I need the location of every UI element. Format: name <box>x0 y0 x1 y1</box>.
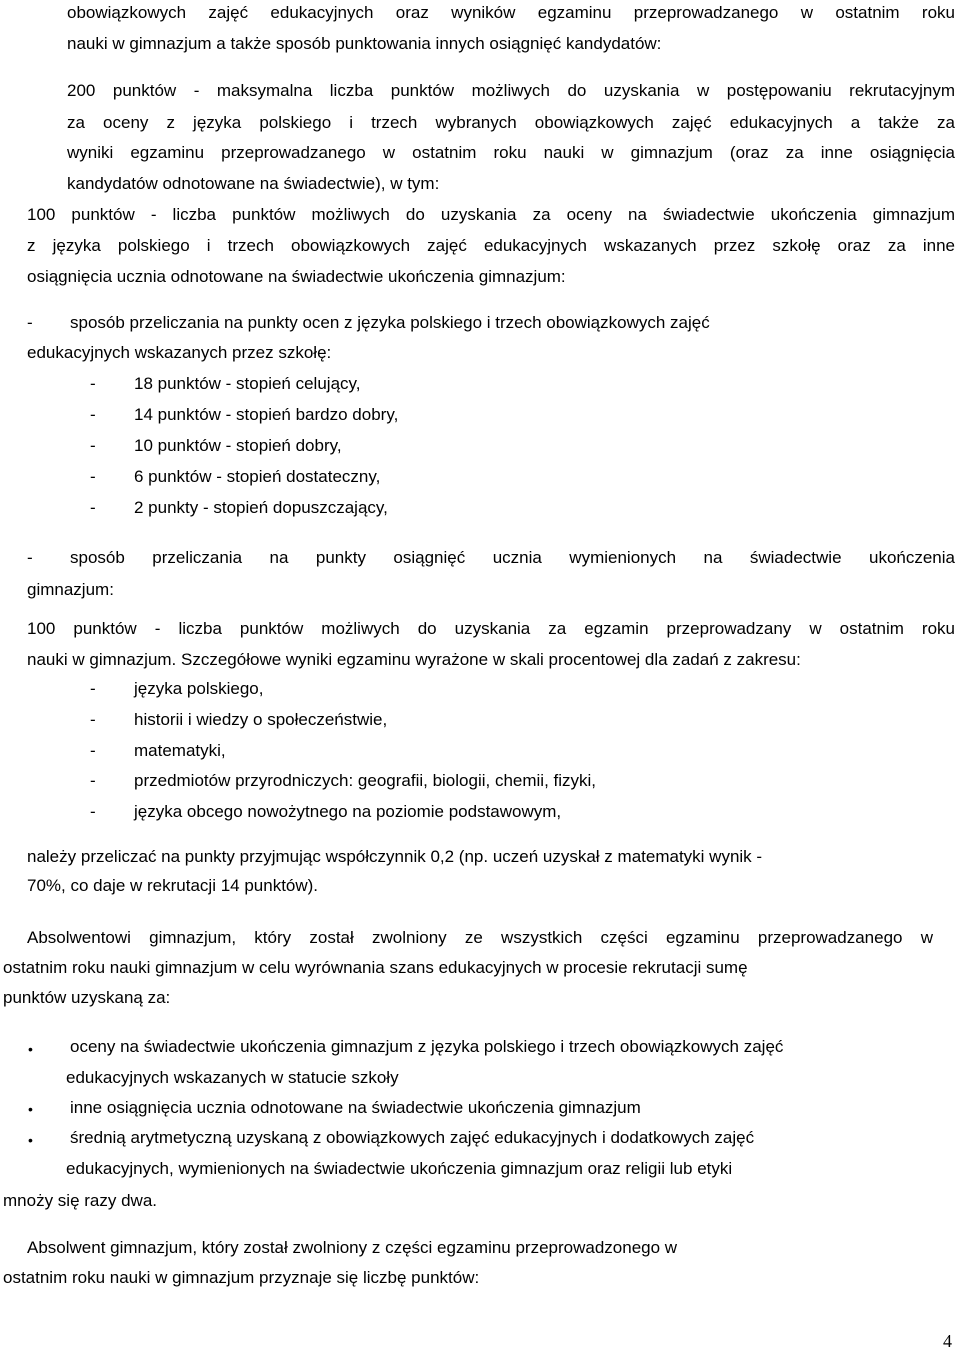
paragraph-line: osiągnięcia ucznia odnotowane na świadectwie ukończenia gimnazjum: <box>27 267 566 286</box>
paragraph-line: 100 punktów - liczba punktów możliwych do uzyskania za oceny na świadectwie ukończenia gimnazjum <box>27 205 955 224</box>
list-item: 6 punktów - stopień dostateczny, <box>134 467 381 486</box>
list-item: języka obcego nowożytnego na poziomie podstawowym, <box>134 802 562 821</box>
dash-marker: - <box>90 374 96 393</box>
list-item: matematyki, <box>134 741 226 760</box>
dash-marker: - <box>90 679 96 698</box>
dash-marker: - <box>90 498 96 517</box>
paragraph-line: edukacyjnych wskazanych przez szkołę: <box>27 343 332 362</box>
paragraph-line: punktów uzyskaną za: <box>3 988 171 1007</box>
paragraph-line: sposób przeliczania na punkty osiągnięć ucznia wymienionych na świadectwie ukończenia <box>70 548 955 567</box>
dash-marker: - <box>90 467 96 486</box>
dash-marker: - <box>90 710 96 729</box>
dash-marker: - <box>27 548 33 567</box>
paragraph-line: kandydatów odnotowane na świadectwie), w tym: <box>67 174 440 193</box>
bullet-item-continuation: edukacyjnych, wymienionych na świadectwie ukończenia gimnazjum oraz religii lub etyki <box>66 1159 733 1178</box>
paragraph-line: ostatnim roku nauki w gimnazjum przyznaje się liczbę punktów: <box>3 1268 480 1287</box>
paragraph-line: 200 punktów - maksymalna liczba punktów możliwych do uzyskania w postępowaniu rekrutacyjnym <box>67 81 955 100</box>
paragraph-line: 100 punktów - liczba punktów możliwych do uzyskania za egzamin przeprowadzany w ostatnim roku <box>27 619 955 638</box>
bullet-item: inne osiągnięcia ucznia odnotowane na świadectwie ukończenia gimnazjum <box>70 1098 641 1117</box>
bullet-marker: • <box>28 1132 33 1148</box>
paragraph-line: wyniki egzaminu przeprowadzanego w ostatnim roku nauki w gimnazjum (oraz za inne osiągnięcia <box>67 143 955 162</box>
paragraph-line: gimnazjum: <box>27 580 114 599</box>
paragraph-line: Absolwentowi gimnazjum, który został zwolniony ze wszystkich części egzaminu przeprowadzanego w <box>27 928 933 947</box>
paragraph-line: Absolwent gimnazjum, który został zwolniony z części egzaminu przeprowadzonego w <box>27 1238 678 1257</box>
paragraph-line: należy przeliczać na punkty przyjmując współczynnik 0,2 (np. uczeń uzyskał z matematyki wynik - <box>27 847 763 866</box>
list-item: 2 punkty - stopień dopuszczający, <box>134 498 388 517</box>
dash-marker: - <box>27 313 33 332</box>
paragraph-line: nauki w gimnazjum. Szczegółowe wyniki egzaminu wyrażone w skali procentowej dla zadań z zakresu: <box>27 650 801 669</box>
paragraph-line: sposób przeliczania na punkty ocen z języka polskiego i trzech obowiązkowych zajęć <box>70 313 710 332</box>
dash-marker: - <box>90 405 96 424</box>
bullet-marker: • <box>28 1101 33 1117</box>
dash-marker: - <box>90 802 96 821</box>
bullet-item-continuation: edukacyjnych wskazanych w statucie szkoły <box>66 1068 399 1087</box>
dash-marker: - <box>90 436 96 455</box>
list-item: 18 punktów - stopień celujący, <box>134 374 361 393</box>
list-item: 10 punktów - stopień dobry, <box>134 436 342 455</box>
paragraph-line: nauki w gimnazjum a także sposób punktowania innych osiągnięć kandydatów: <box>67 34 662 53</box>
page-number: 4 <box>943 1331 952 1351</box>
paragraph-line: z języka polskiego i trzech obowiązkowych zajęć edukacyjnych wskazanych przez szkołę oraz za inne <box>27 236 955 255</box>
bullet-marker: • <box>28 1041 33 1057</box>
paragraph-line: mnoży się razy dwa. <box>3 1191 157 1210</box>
dash-marker: - <box>90 771 96 790</box>
list-item: 14 punktów - stopień bardzo dobry, <box>134 405 399 424</box>
list-item: przedmiotów przyrodniczych: geografii, biologii, chemii, fizyki, <box>134 771 597 790</box>
bullet-item: oceny na świadectwie ukończenia gimnazjum z języka polskiego i trzech obowiązkowych zajęć <box>70 1037 784 1056</box>
list-item: języka polskiego, <box>134 679 264 698</box>
paragraph-line: obowiązkowych zajęć edukacyjnych oraz wyników egzaminu przeprowadzanego w ostatnim roku <box>67 3 955 22</box>
list-item: historii i wiedzy o społeczeństwie, <box>134 710 388 729</box>
paragraph-line: 70%, co daje w rekrutacji 14 punktów). <box>27 876 319 895</box>
dash-marker: - <box>90 741 96 760</box>
paragraph-line: ostatnim roku nauki gimnazjum w celu wyrównania szans edukacyjnych w procesie rekrutacji sumę <box>3 958 748 977</box>
bullet-item: średnią arytmetyczną uzyskaną z obowiązkowych zajęć edukacyjnych i dodatkowych zajęć <box>70 1128 755 1147</box>
paragraph-line: za oceny z języka polskiego i trzech wybranych obowiązkowych zajęć edukacyjnych a także za <box>67 113 955 132</box>
